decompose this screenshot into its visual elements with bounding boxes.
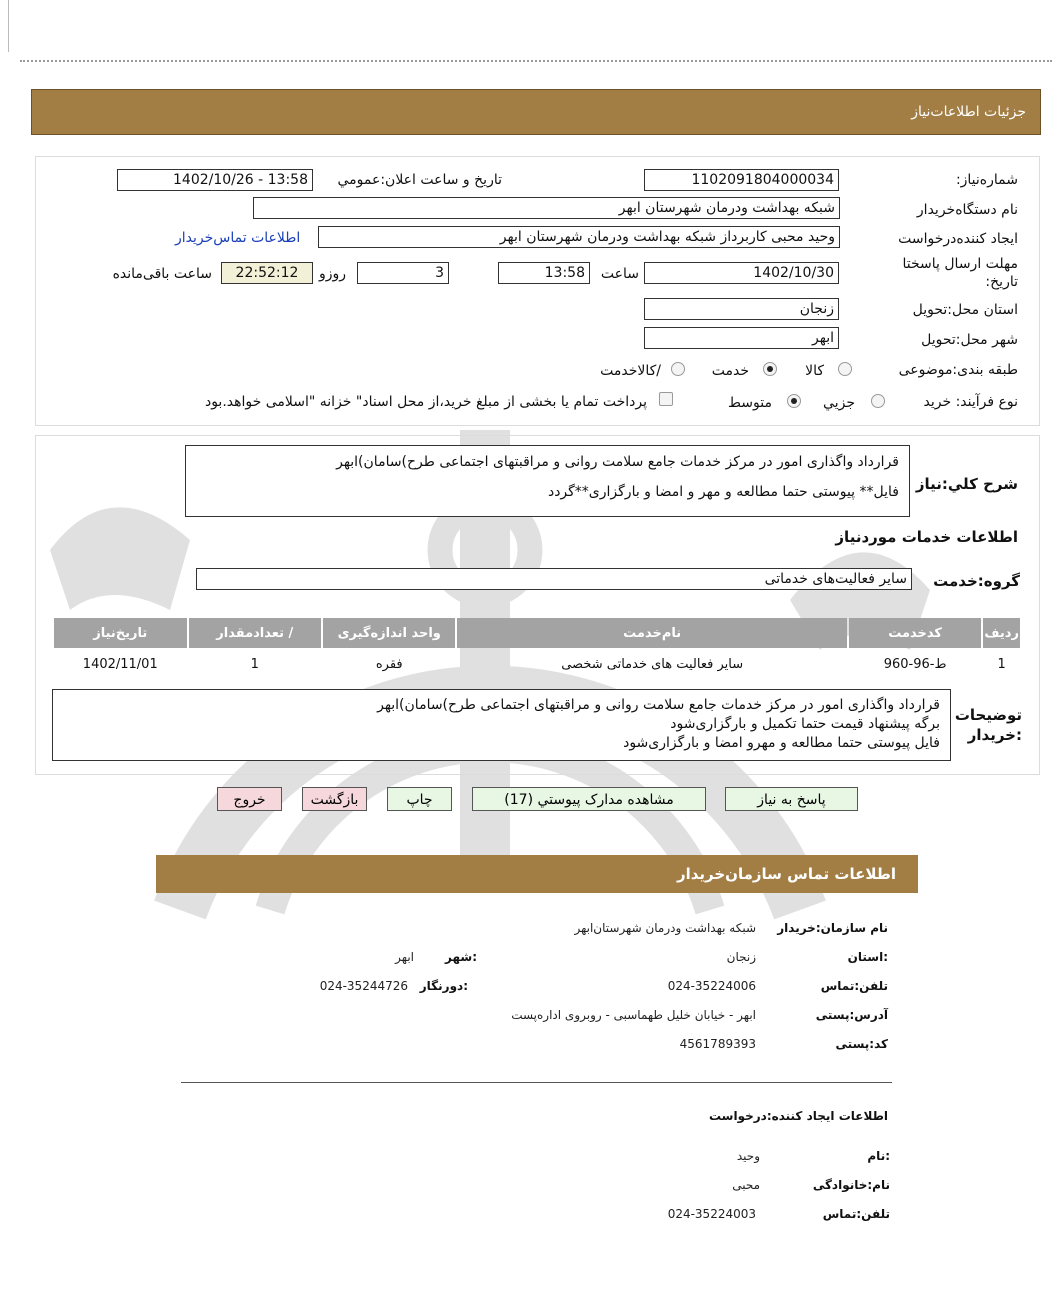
buyer-contact-title: اطلاعات تماس سازمان‌خریدار: [676, 865, 896, 883]
deadline-time-field[interactable]: 13:58: [498, 262, 590, 284]
summary-line-2: فایل** پیوستی حتما مطالعه و مهر و امضا و بارگزاری**گردد: [547, 484, 899, 500]
cell-unit: فقره: [375, 656, 403, 672]
summary-line-1: قرارداد واگذاری امور در مرکز خدمات جامع سلامت روانی و مراقبتهای اجتماعی طرح)سامان)ابهر: [336, 454, 899, 470]
buyer-org-field[interactable]: شبکه بهداشت ودرمان شهرستان ابهر: [253, 197, 840, 219]
process-small-label: جزیي: [823, 395, 855, 411]
contact-city-label: :شهر: [445, 950, 477, 964]
col-service-name: نام‌خدمت: [457, 618, 846, 648]
contact-address-value: ابهر - خیابان خلیل طهماسبی - روبروی اداره‌پست: [511, 1008, 756, 1022]
buyer-notes-line-1: قرارداد واگذاری امور در مرکز خدمات جامع سلامت روانی و مراقبتهای اجتماعی طرح)سامان)ابهر: [377, 697, 940, 713]
category-goods-service-label: /کالاخدمت: [600, 363, 661, 379]
creator-field[interactable]: وحید محبی کاربرداز شبکه بهداشت ودرمان شهرستان ابهر: [318, 226, 840, 248]
service-group-field[interactable]: سایر فعالیت‌های خدماتی: [196, 568, 912, 590]
category-label: طبقه بندی:موضوعی: [898, 362, 1018, 378]
process-medium-radio[interactable]: [787, 394, 801, 408]
process-medium-label: متوسط: [728, 395, 772, 411]
process-label: نوع فرآیند: خرید: [923, 394, 1018, 410]
contact-address-label: آدرس:پستی: [815, 1008, 888, 1022]
cell-quantity: 1: [250, 656, 259, 672]
days-field[interactable]: 3: [357, 262, 449, 284]
buyer-notes-textarea[interactable]: [52, 689, 951, 761]
deadline-date-field[interactable]: 1402/10/30: [644, 262, 839, 284]
services-table-header: [54, 618, 1020, 648]
city-label: شهر محل:تحویل: [921, 332, 1018, 348]
category-goods-service-radio[interactable]: [671, 362, 685, 376]
creator-label: ايجاد کننده‌درخواست: [898, 231, 1018, 247]
buyer-notes-label-2: :خريدار: [967, 726, 1022, 744]
table-row: [54, 650, 1020, 678]
creator-info-title: اطلاعات ایجاد کننده:درخواست: [708, 1109, 888, 1123]
service-group-label: گروه:خدمت: [933, 572, 1020, 590]
creator-family-value: محبی: [732, 1178, 760, 1192]
cell-need-date: 1402/11/01: [82, 656, 158, 672]
contact-fax-value: 024-35244726: [319, 979, 408, 993]
remaining-label: ساعت باقی‌مانده: [112, 266, 212, 282]
creator-phone-label: تلفن:تماس: [822, 1207, 890, 1221]
col-need-date: تاريخ‌نياز: [54, 618, 187, 648]
creator-phone-value: 024-35224003: [667, 1207, 756, 1221]
creator-name-value: وحید: [736, 1149, 760, 1163]
contact-fax-label: :دورنگار: [419, 979, 468, 993]
contact-province-value: زنجان: [726, 950, 756, 964]
province-field[interactable]: زنجان: [644, 298, 839, 320]
process-small-radio[interactable]: [871, 394, 885, 408]
cell-row: 1: [997, 656, 1006, 672]
back-button[interactable]: بازگشت: [302, 787, 367, 811]
buyer-contact-link[interactable]: اطلاعات تماس‌خريدار: [175, 230, 301, 246]
deadline-time-label: ساعت: [600, 266, 639, 282]
buyer-notes-line-3: فایل پیوستی حتما مطالعه و مهرو امضا و بارگزاری‌شود: [623, 735, 940, 751]
contact-phone-label: تلفن:تماس: [820, 979, 888, 993]
top-dotted-divider: [20, 60, 1052, 62]
contact-postal-value: 4561789393: [679, 1037, 756, 1051]
header-title: جزئیات اطلاعات‌نیاز: [911, 104, 1026, 120]
remaining-time-field: 22:52:12: [221, 262, 313, 284]
contact-phone-value: 024-35224006: [667, 979, 756, 993]
need-number-field[interactable]: 1102091804000034: [644, 169, 839, 191]
day-label: روزو: [318, 266, 346, 282]
province-label: استان محل:تحویل: [912, 302, 1018, 318]
deadline-label-1: مهلت ارسال پاسختا: [902, 256, 1018, 272]
category-goods-radio[interactable]: [838, 362, 852, 376]
contact-divider: [181, 1082, 892, 1083]
col-row: رديف: [983, 618, 1020, 648]
details-header-bar: [31, 89, 1041, 135]
summary-textarea[interactable]: [185, 445, 910, 517]
contact-city-value: ابهر: [395, 950, 414, 964]
city-field[interactable]: ابهر: [644, 327, 839, 349]
col-service-code: كدخدمت: [849, 618, 981, 648]
contact-org-label: نام سازمان:خریدار: [777, 921, 888, 935]
view-attachments-button[interactable]: مشاهده مدارک پيوستي (17): [472, 787, 706, 811]
left-edge-line: [8, 0, 9, 52]
print-button[interactable]: چاپ: [387, 787, 452, 811]
services-title: اطلاعات خدمات موردنياز: [835, 528, 1018, 546]
cell-service-code: ط-96-960: [883, 656, 947, 672]
creator-name-label: :نام: [867, 1149, 890, 1163]
treasury-payment-note: پرداخت تمام یا بخشی از مبلغ خرید،از محل اسناد" خزانه "اسلامی خواهد.بود: [204, 394, 647, 410]
col-quantity: / تعدادمقدار: [189, 618, 321, 648]
exit-button[interactable]: خروج: [217, 787, 282, 811]
cell-service-name: سایر فعالیت های خدماتی شخصی: [561, 656, 744, 672]
announce-date-field[interactable]: 1402/10/26 - 13:58: [117, 169, 313, 191]
treasury-payment-checkbox[interactable]: [659, 392, 673, 406]
category-goods-label: کالا: [805, 363, 824, 379]
col-unit: واحد اندازه‌گيری: [323, 618, 455, 648]
contact-org-value: شبکه بهداشت ودرمان شهرستان‌ابهر: [574, 921, 756, 935]
summary-label: شرح کلي:نياز: [915, 475, 1018, 493]
category-service-label: خدمت: [711, 363, 749, 379]
buyer-notes-line-2: برگه پیشنهاد قیمت حتما تکمیل و بارگزاری‌شود: [670, 716, 940, 732]
buyer-notes-label-1: توضيحات: [954, 706, 1022, 724]
contact-province-label: :استان: [847, 950, 888, 964]
buyer-org-label: نام دستگاه‌خریدار: [916, 202, 1018, 218]
contact-postal-label: کد:پستی: [835, 1037, 888, 1051]
reply-button[interactable]: پاسخ به نياز: [725, 787, 858, 811]
need-number-label: شماره‌نیاز:: [955, 172, 1018, 188]
creator-family-label: نام:خانوادگی: [812, 1178, 890, 1192]
buyer-contact-header: [156, 855, 918, 893]
announce-label: تاريخ و ساعت اعلان:عمومي: [337, 172, 502, 188]
services-table: [52, 616, 1022, 680]
category-service-radio[interactable]: [763, 362, 777, 376]
deadline-label-2: تاريخ:: [985, 274, 1018, 290]
